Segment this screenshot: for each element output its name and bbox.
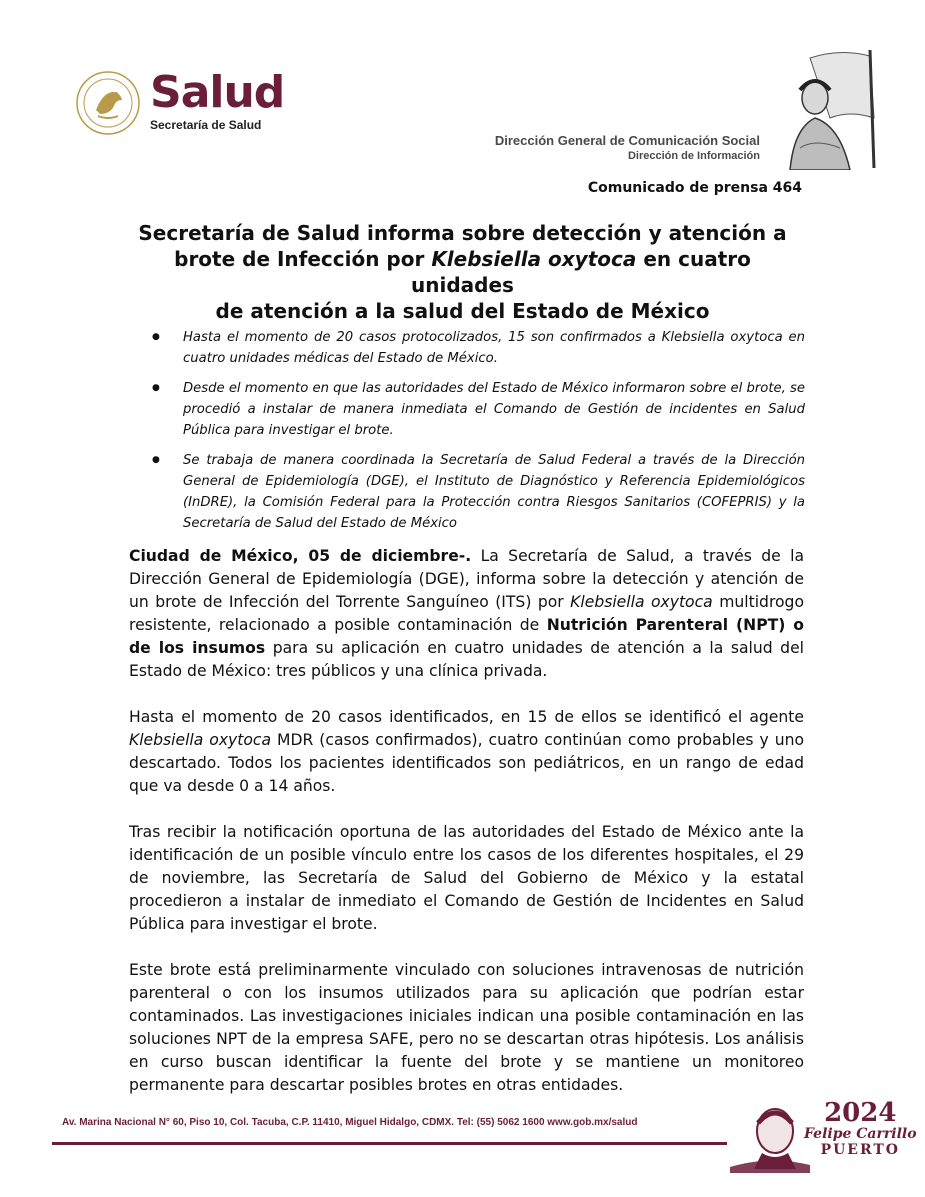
paragraph-3: Tras recibir la notificación oportuna de las autoridades del Estado de México ante la identificación de un posible vínculo entre los casos de los diferentes hospitales, el 29 de noviembre, las Secretaría de Salud del Gobierno de México y la estatal procedieron a instalar de inmediato el Comando de Gestión de Incidentes en Salud Pública para investigar el brote. bbox=[129, 823, 804, 933]
honoree-surname: PUERTO bbox=[820, 1142, 900, 1158]
paragraph-1 bbox=[129, 545, 804, 683]
paragraph-1-species: Klebsiella oxytoca bbox=[570, 593, 713, 611]
department-block bbox=[495, 133, 760, 163]
heroine-flag-illustration bbox=[770, 48, 880, 170]
footer-address: Av. Marina Nacional N° 60, Piso 10, Col. Tacuba, C.P. 11410, Miguel Hidalgo, CDMX. Tel: (55) 5062 1600 www.gob.mx/salud bbox=[62, 1117, 638, 1128]
paragraph-1-emphasis: Nutrición Parenteral (NPT) o de los insumos bbox=[129, 616, 805, 657]
summary-bullet: ● Se trabaja de manera coordinada la Secretaría de Salud Federal a través de la Dirección General de Epidemiología (DGE), el Instituto de Diagnóstico y Referencia Epidemiológicos (InDRE), la Comisión Federal para la Protección contra Riesgos Sanitarios (COFEPRIS) y la Secretaría de Salud del Estado de México bbox=[150, 450, 805, 534]
letterhead bbox=[0, 0, 925, 180]
footer-divider bbox=[52, 1142, 727, 1145]
year: 2024 bbox=[824, 1098, 897, 1128]
anniversary-text bbox=[804, 1100, 917, 1158]
headline bbox=[120, 220, 805, 324]
paragraph-2-species: Klebsiella oxytoca bbox=[129, 731, 272, 749]
dateline: Ciudad de México, 05 de diciembre-. bbox=[129, 547, 472, 565]
summary-bullets bbox=[150, 327, 805, 543]
press-release-number: Comunicado de prensa 464 bbox=[587, 180, 802, 196]
department-line-1: Dirección General de Comunicación Social bbox=[494, 133, 760, 148]
brand-subtitle: Secretaría de Salud bbox=[150, 118, 262, 132]
headline-line-1: Secretaría de Salud informa sobre detección y atención a bbox=[138, 221, 787, 245]
headline-line-2 bbox=[120, 246, 805, 298]
national-seal-logo bbox=[72, 70, 144, 136]
department-line-2: Dirección de Información bbox=[627, 150, 760, 162]
headline-line-2-start: brote de Infección por bbox=[174, 247, 432, 271]
headline-line-3: de atención a la salud del Estado de México bbox=[215, 299, 710, 323]
paragraph-4: Este brote está preliminarmente vinculado con soluciones intravenosas de nutrición parenteral o con los insumos utilizados para su aplicación que podrían estar contaminados. Las investigaciones iniciales indican una posible contaminación en las soluciones NPT de la empresa SAFE, pero no se descartan otras hipótesis. Los análisis en curso buscan identificar la fuente del brote y se mantiene un monitoreo permanente para descartar posibles brotes en otras entidades. bbox=[129, 961, 804, 1094]
summary-bullet: ● Hasta el momento de 20 casos protocolizados, 15 son confirmados a Klebsiella oxytoca en cuatro unidades médicas del Estado de México. bbox=[150, 327, 805, 369]
paragraph-1-text-b: multidrogo resistente, relacionado a posible contaminación de bbox=[129, 593, 804, 634]
honoree-name: Felipe Carrillo bbox=[804, 1126, 917, 1142]
paragraph-2-text-a: Hasta el momento de 20 casos identificados, en 15 de ellos se identificó el agente bbox=[129, 708, 804, 726]
paragraph-2 bbox=[129, 706, 804, 798]
summary-bullet: ● Desde el momento en que las autoridades del Estado de México informaron sobre el brote, se procedió a instalar de manera inmediata el Comando de Gestión de incidentes en Salud Pública para investigar el brote. bbox=[150, 378, 805, 441]
paragraph-2-text-b: MDR (casos confirmados), cuatro continúan como probables y uno descartado. Todos los pacientes identificados son pediátricos, en un rango de edad que va desde 0 a 14 años. bbox=[129, 731, 805, 795]
headline-line-2-end: en cuatro unidades bbox=[411, 247, 751, 297]
brand-name: Salud bbox=[150, 67, 285, 118]
paragraph-1-text-a: La Secretaría de Salud, a través de la Dirección General de Epidemiología (DGE), informa sobre la detección y atención de un brote de Infección del Torrente Sanguíneo (ITS) por bbox=[129, 547, 804, 611]
article-body bbox=[129, 545, 804, 1120]
brand-block bbox=[150, 67, 285, 132]
headline-species: Klebsiella oxytoca bbox=[431, 247, 637, 271]
paragraph-1-text-c: para su aplicación en cuatro unidades de atención a la salud del Estado de México: tres públicos y una clínica privada. bbox=[129, 639, 804, 680]
